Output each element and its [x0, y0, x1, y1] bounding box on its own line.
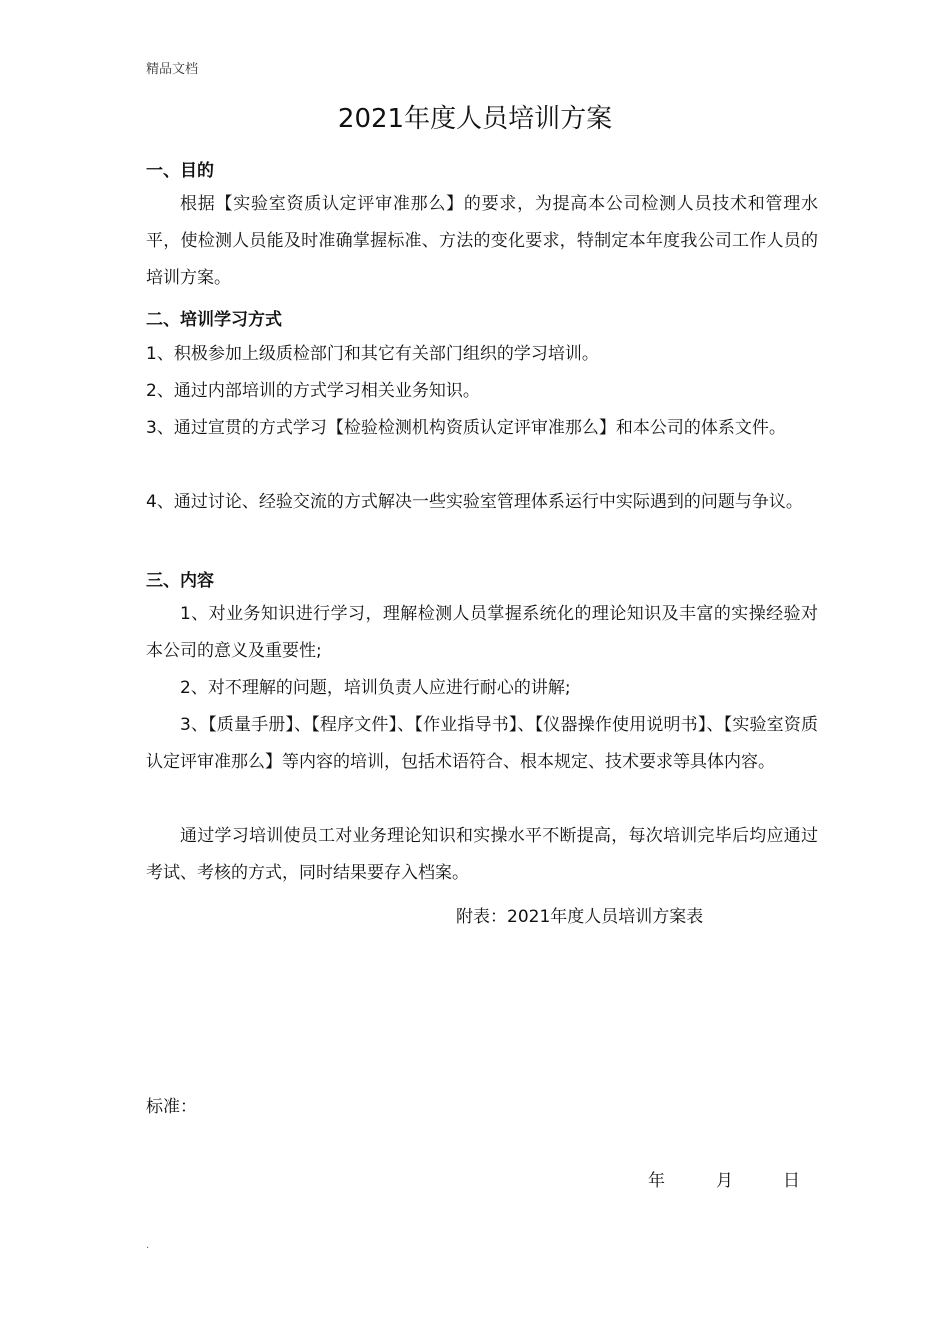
method-item-4: 4、通过讨论、经验交流的方式解决一些实验室管理体系运行中实际遇到的问题与争议。 — [146, 492, 803, 512]
section-heading-content: 三、内容 — [146, 571, 214, 591]
purpose-paragraph: 根据【实验室资质认定评审准那么】的要求，为提高本公司检测人员技术和管理水平，使检测人员能及时准确掌握标准、方法的变化要求，特制定本年度我公司工作人员的培训方案。 — [146, 194, 818, 288]
method-item-3: 3、通过宣贯的方式学习【检验检测机构资质认定评审准那么】和本公司的体系文件。 — [146, 418, 786, 438]
date-year-label: 年 — [648, 1171, 665, 1191]
content-item-2: 2、对不理解的问题，培训负责人应进行耐心的讲解; — [180, 678, 571, 698]
method-item-1: 1、积极参加上级质检部门和其它有关部门组织的学习培训。 — [146, 344, 599, 364]
approval-label: 标准： — [146, 1097, 197, 1117]
document-title: 2021年度人员培训方案 — [337, 104, 613, 134]
content-item-1: 1、对业务知识进行学习，理解检测人员掌握系统化的理论知识及丰富的实操经验对本公司的意义及重要性; — [146, 604, 818, 661]
closing-paragraph: 通过学习培训使员工对业务理论知识和实操水平不断提高，每次培训完毕后均应通过考试、考核的方式，同时结果要存入档案。 — [146, 826, 818, 883]
method-item-2: 2、通过内部培训的方式学习相关业务知识。 — [146, 381, 480, 401]
page-header-label: 精品文档 — [146, 62, 199, 77]
appendix-note: 附表：2021年度人员培训方案表 — [456, 907, 704, 927]
footer-mark: . — [146, 1240, 150, 1251]
date-day-label: 日 — [783, 1171, 800, 1191]
content-item-3: 3、【质量手册】、【程序文件】、【作业指导书】、【仪器操作使用说明书】、【实验室资质认定评审准那么】等内容的培训，包括术语符合、根本规定、技术要求等具体内容。 — [146, 715, 818, 772]
date-month-label: 月 — [716, 1171, 733, 1191]
section-heading-training-methods: 二、培训学习方式 — [146, 310, 282, 330]
section-heading-purpose: 一、目的 — [146, 161, 214, 181]
